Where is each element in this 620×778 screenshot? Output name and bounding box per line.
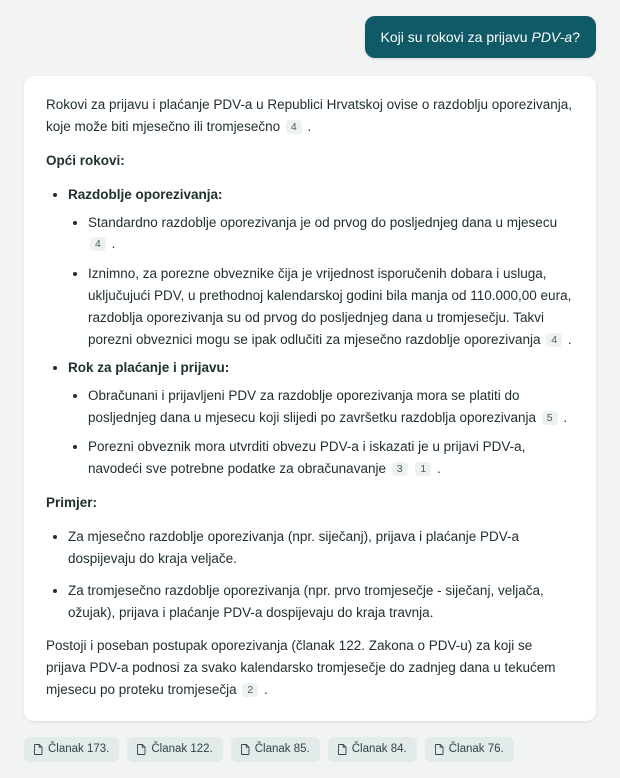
- sub-item-text: Obračunani i prijavljeni PDV za razdoblje oporezivanja mora se platiti do posljednjeg dana u mjesecu koji slijedi po završetku razdoblja oporezivanja: [88, 387, 537, 425]
- document-icon: [34, 744, 43, 755]
- list-item: [88, 263, 574, 350]
- sub-item-tail: .: [567, 331, 572, 347]
- citation-chip[interactable]: 2: [242, 683, 258, 697]
- example-heading: [46, 492, 574, 514]
- user-message-row: [24, 16, 596, 58]
- user-message-italic: PDV-a: [531, 29, 573, 45]
- sub-list: [68, 385, 574, 480]
- sources-row: [24, 737, 596, 778]
- source-chip-2[interactable]: [127, 737, 222, 763]
- document-icon: [435, 744, 444, 755]
- source-label: Članak 76.: [448, 742, 504, 755]
- list-item: • Za tromjesečno razdoblje oporezivanja (npr. prvo tromjesečje - siječanj, veljača, ožujak), prijava i plaćanje PDV-a dospijevaju do kraja travnja.: [68, 580, 574, 624]
- example-list: [46, 526, 574, 623]
- source-chip-3[interactable]: [231, 737, 320, 763]
- citation-chip[interactable]: 4: [90, 237, 106, 251]
- bullet-heading: Rok za plaćanje i prijavu:: [68, 359, 230, 375]
- citation-chip[interactable]: 3: [392, 462, 408, 476]
- sub-item-tail: .: [563, 409, 568, 425]
- source-chip-5[interactable]: [425, 737, 514, 763]
- general-terms-list: [46, 184, 574, 480]
- citation-chip[interactable]: 1: [415, 462, 431, 476]
- list-item: [88, 385, 574, 429]
- closing-paragraph: [46, 635, 574, 701]
- list-item: [88, 212, 574, 256]
- bullet-heading: Razdoblje oporezivanja:: [68, 186, 223, 202]
- example-heading-text: Primjer:: [46, 495, 98, 511]
- list-item: [68, 184, 574, 351]
- sub-item-tail: .: [436, 461, 441, 477]
- sub-item-text: Porezni obveznik mora utvrditi obvezu PDV-a i iskazati je u prijavi PDV-a, navodeći sve potrebne podatke za obračunavanje: [88, 439, 526, 477]
- general-terms-heading-text: Opći rokovi:: [46, 152, 125, 168]
- user-message-text: Koji su rokovi za prijavu: [380, 29, 532, 45]
- source-label: Članak 122.: [151, 742, 213, 755]
- general-terms-heading: [46, 150, 574, 172]
- assistant-answer-card: [24, 76, 596, 721]
- answer-intro-text: Rokovi za prijavu i plaćanje PDV-a u Republici Hrvatskoj ovise o razdoblju oporezivanja, koje može biti mjesečno ili tromjesečno: [46, 97, 573, 135]
- citation-chip[interactable]: 4: [286, 120, 302, 134]
- sub-item-text: Standardno razdoblje oporezivanja je od prvog do posljednjeg dana u mjesecu: [88, 214, 558, 230]
- sub-item-tail: .: [111, 236, 116, 252]
- sub-list: [68, 212, 574, 351]
- source-label: Članak 85.: [254, 742, 310, 755]
- answer-intro-paragraph: [46, 94, 574, 138]
- source-chip-4[interactable]: [328, 737, 417, 763]
- document-icon: [137, 744, 146, 755]
- user-message-bubble: [365, 16, 596, 58]
- source-chip-1[interactable]: [24, 737, 119, 763]
- list-item: [88, 436, 574, 480]
- citation-chip[interactable]: 4: [546, 333, 562, 347]
- list-item: [68, 357, 574, 480]
- closing-tail: .: [263, 682, 268, 698]
- source-label: Članak 84.: [351, 742, 407, 755]
- document-icon: [241, 744, 250, 755]
- citation-chip[interactable]: 5: [542, 411, 558, 425]
- answer-intro-tail: .: [307, 119, 312, 135]
- list-item: • Za mjesečno razdoblje oporezivanja (npr. siječanj), prijava i plaćanje PDV-a dospijevaju do kraja veljače.: [68, 526, 574, 570]
- source-label: Članak 173.: [48, 742, 110, 755]
- closing-text: Postoji i poseban postupak oporezivanja (članak 122. Zakona o PDV-u) za koji se prijava PDV-a podnosi za svako kalendarsko tromjesečje do zadnjeg dana u tekućem mjesecu po proteku tromjesečja: [46, 638, 556, 698]
- user-message-text-tail: ?: [572, 29, 580, 45]
- sub-item-text: Iznimno, za porezne obveznike čija je vrijednost isporučenih dobara i usluga, uključujući PDV, u prethodnoj kalendarskoj godini bila manja od 110.000,00 eura, razdoblja oporezivanja su od prvog do posljednjeg dana u tromjesečju. Takvi porezni obveznici mogu se ipak odlučiti za mjesečno razdoblje oporezivanja: [88, 266, 572, 347]
- document-icon: [338, 744, 347, 755]
